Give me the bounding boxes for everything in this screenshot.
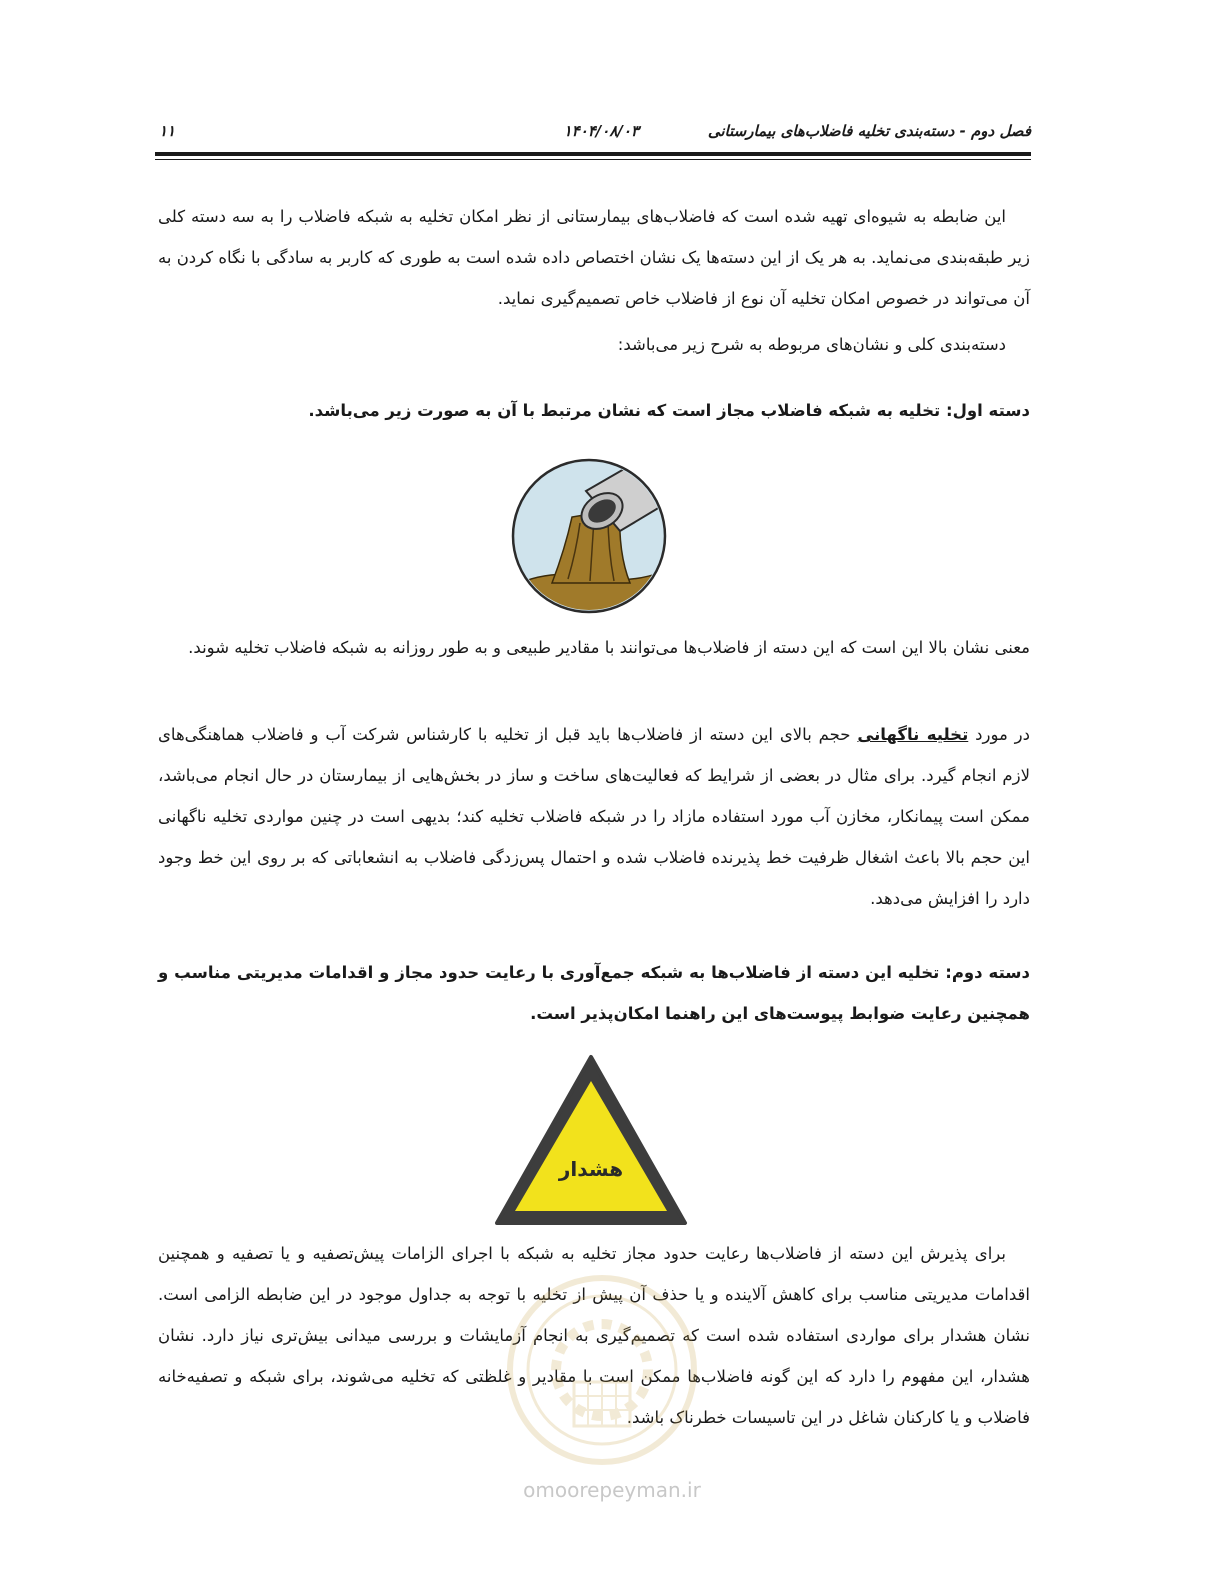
intro-paragraph: این ضابطه به شیوه‌ای تهیه شده است که فاضلاب‌های بیمارستانی از نظر امکان تخلیه به شبکه فاضلاب را به سه دسته کلی زیر طبقه‌بندی می‌نماید. به هر یک از این دسته‌ها یک نشان اختصاص داده شده است به طوری که کاربر به سادگی با نگاه کردن به آن می‌تواند در خصوص امکان تخلیه آن نوع از فاضلاب خاص تصمیم‌گیری نماید. xyxy=(158,207,1030,308)
header-rule-thin xyxy=(155,159,1031,160)
sudden-discharge-paragraph xyxy=(158,714,1030,919)
sudden-discharge-text: حجم بالای این دسته از فاضلاب‌ها باید قبل از تخلیه با کارشناس شرکت آب و فاضلاب هماهنگی‌های لازم انجام گیرد. برای مثال در بعضی از شرایط که فعالیت‌های ساخت و ساز در بخش‌هایی از بیمارستان در حال انجام می‌باشد، ممکن است پیمانکار، مخازن آب مورد استفاده مازاد را در شبکه فاضلاب تخلیه کند؛ بدیهی است در چنین مواردی تخلیه ناگهانی این حجم بالا باعث اشغال ظرفیت خط پذیرنده فاضلاب شده و احتمال پس‌زدگی فاضلاب به انشعاباتی که بر روی این خط وجود دارد را افزایش می‌دهد. xyxy=(158,725,1030,908)
page-number: ۱۱ xyxy=(159,122,176,140)
warning-triangle-icon xyxy=(493,1053,689,1228)
intro-lead-in: دسته‌بندی کلی و نشان‌های مربوطه به شرح زیر می‌باشد: xyxy=(617,335,1006,354)
header-rule-thick xyxy=(155,152,1031,156)
category-two-paragraph: برای پذیرش این دسته از فاضلاب‌ها رعایت حدود مجاز تخلیه به شبکه با اجرای الزامات پیش‌تصفیه و یا تصفیه و همچنین اقدامات مدیریتی مناسب برای کاهش آلاینده و یا حذف آن پیش از تخلیه با توجه به جداول موجود در این ضابطه الزامی است. نشان هشدار برای مواردی استفاده شده است که تصمیم‌گیری به انجام آزمایشات و بررسی میدانی بیش‌تری نیاز دارد. نشان هشدار، این مفهوم را دارد که این گونه فاضلاب‌ها ممکن است با مقادیر و غلظتی که تخلیه می‌شوند، برای شبکه و تصفیه‌خانه فاضلاب و یا کارکنان شاغل در این تاسیسات خطرناک باشد. xyxy=(158,1244,1030,1427)
sudden-prefix: در مورد xyxy=(975,725,1030,744)
header-date: ۱۴۰۴/۰۸/۰۳ xyxy=(563,122,639,140)
chapter-title: فصل دوم - دسته‌بندی تخلیه فاضلاب‌های بیمارستانی xyxy=(707,122,1031,140)
sewage-pipe-discharge-icon xyxy=(510,457,668,615)
warning-sign-label: هشدار xyxy=(558,1157,624,1181)
category-one-heading: دسته اول: تخلیه به شبکه فاضلاب مجاز است که نشان مرتبط با آن به صورت زیر می‌باشد. xyxy=(308,401,1030,420)
sudden-discharge-term: تخلیه ناگهانی xyxy=(857,725,969,744)
watermark-url: omoorepeyman.ir xyxy=(523,1478,701,1502)
category-one-meaning: معنی نشان بالا این است که این دسته از فاضلاب‌ها می‌توانند با مقادیر طبیعی و به طور روزانه به شبکه فاضلاب تخلیه شوند. xyxy=(188,638,1030,657)
category-two-heading: دسته دوم: تخلیه این دسته از فاضلاب‌ها به شبکه جمع‌آوری با رعایت حدود مجاز و اقدامات مدیریتی مناسب و همچنین رعایت ضوابط پیوست‌های این راهنما امکان‌پذیر است. xyxy=(158,963,1030,1023)
running-header xyxy=(155,118,1031,148)
